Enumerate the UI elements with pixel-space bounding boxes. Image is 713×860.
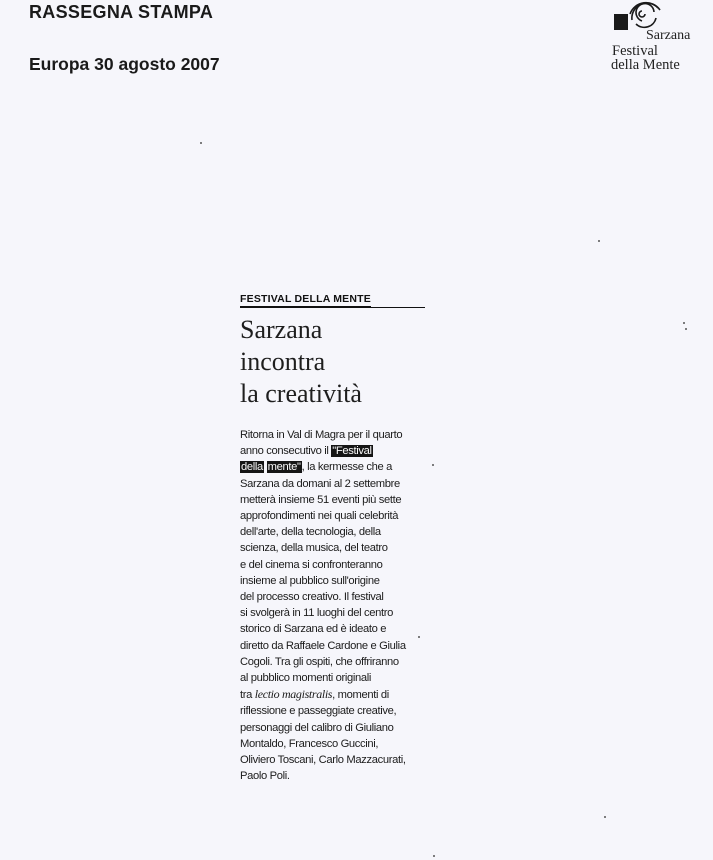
body-line: Oliviero Toscani, Carlo Mazzacurati, [240,754,406,767]
body-line: insieme al pubblico sull'origine [240,574,380,587]
body-text-fragment: , momenti di [332,689,389,702]
body-line: personaggi del calibro di Giuliano [240,721,394,734]
article-body [240,427,425,784]
scan-speck [433,855,435,857]
headline-line: la creatività [240,379,362,408]
body-line [240,686,425,703]
scan-speck [683,322,685,324]
body-line: al pubblico momenti originali [240,672,372,685]
scan-speck [598,240,600,242]
newspaper-clipping [240,290,425,784]
logo-text-della-mente: della Mente [611,57,680,73]
body-line: si svolgerà in 11 luoghi del centro [240,607,393,620]
highlighted-text: della [241,461,263,474]
body-line: Paolo Poli. [240,770,290,783]
headline-line: Sarzana [240,315,323,344]
scan-speck [200,142,202,144]
body-line: Sarzana da domani al 2 settembre [240,477,400,490]
body-line: storico di Sarzana ed è ideato e [240,623,387,636]
scan-speck [432,464,434,466]
scan-speck [418,636,420,638]
body-line: dell'arte, della tecnologia, della [240,526,381,539]
body-line [240,459,425,475]
body-line: riflessione e passeggiate creative, [240,705,397,718]
body-text-fragment: , la kermesse che a [301,461,392,474]
highlighted-text: "Festival [332,445,372,458]
body-line: Cogoli. Tra gli ospiti, che offriranno [240,655,399,668]
body-line [240,443,425,459]
italic-text: lectio magistralis [254,687,333,702]
body-line: diretto da Raffaele Cardone e Giulia [240,639,406,652]
festival-logo [610,0,710,80]
body-text-fragment: anno consecutivo il [240,445,332,458]
article-headline [240,314,425,410]
logo-text-sarzana: Sarzana [646,28,691,43]
kicker-rule [371,307,425,308]
body-line: metterà insieme 51 eventi più sette [240,493,402,506]
headline-line: incontra [240,347,326,376]
body-text-fragment: tra [240,689,255,702]
logo-text-festival: Festival [612,43,658,59]
body-line: Ritorna in Val di Magra per il quarto [240,429,403,441]
body-line: approfondimenti nei quali celebrità [240,510,399,523]
press-header-title: RASSEGNA STAMPA [29,2,214,22]
body-line: scienza, della musica, del teatro [240,542,388,555]
article-kicker: FESTIVAL DELLA MENTE [240,293,371,308]
kicker-row [240,290,425,308]
highlighted-text: mente" [267,461,301,474]
scan-speck [604,816,606,818]
press-header-date: Europa 30 agosto 2007 [29,54,220,74]
scan-speck [685,328,687,330]
body-line: Montaldo, Francesco Guccini, [240,737,379,750]
body-line: del processo creativo. Il festival [240,591,384,604]
body-line: e del cinema si confronteranno [240,558,383,571]
